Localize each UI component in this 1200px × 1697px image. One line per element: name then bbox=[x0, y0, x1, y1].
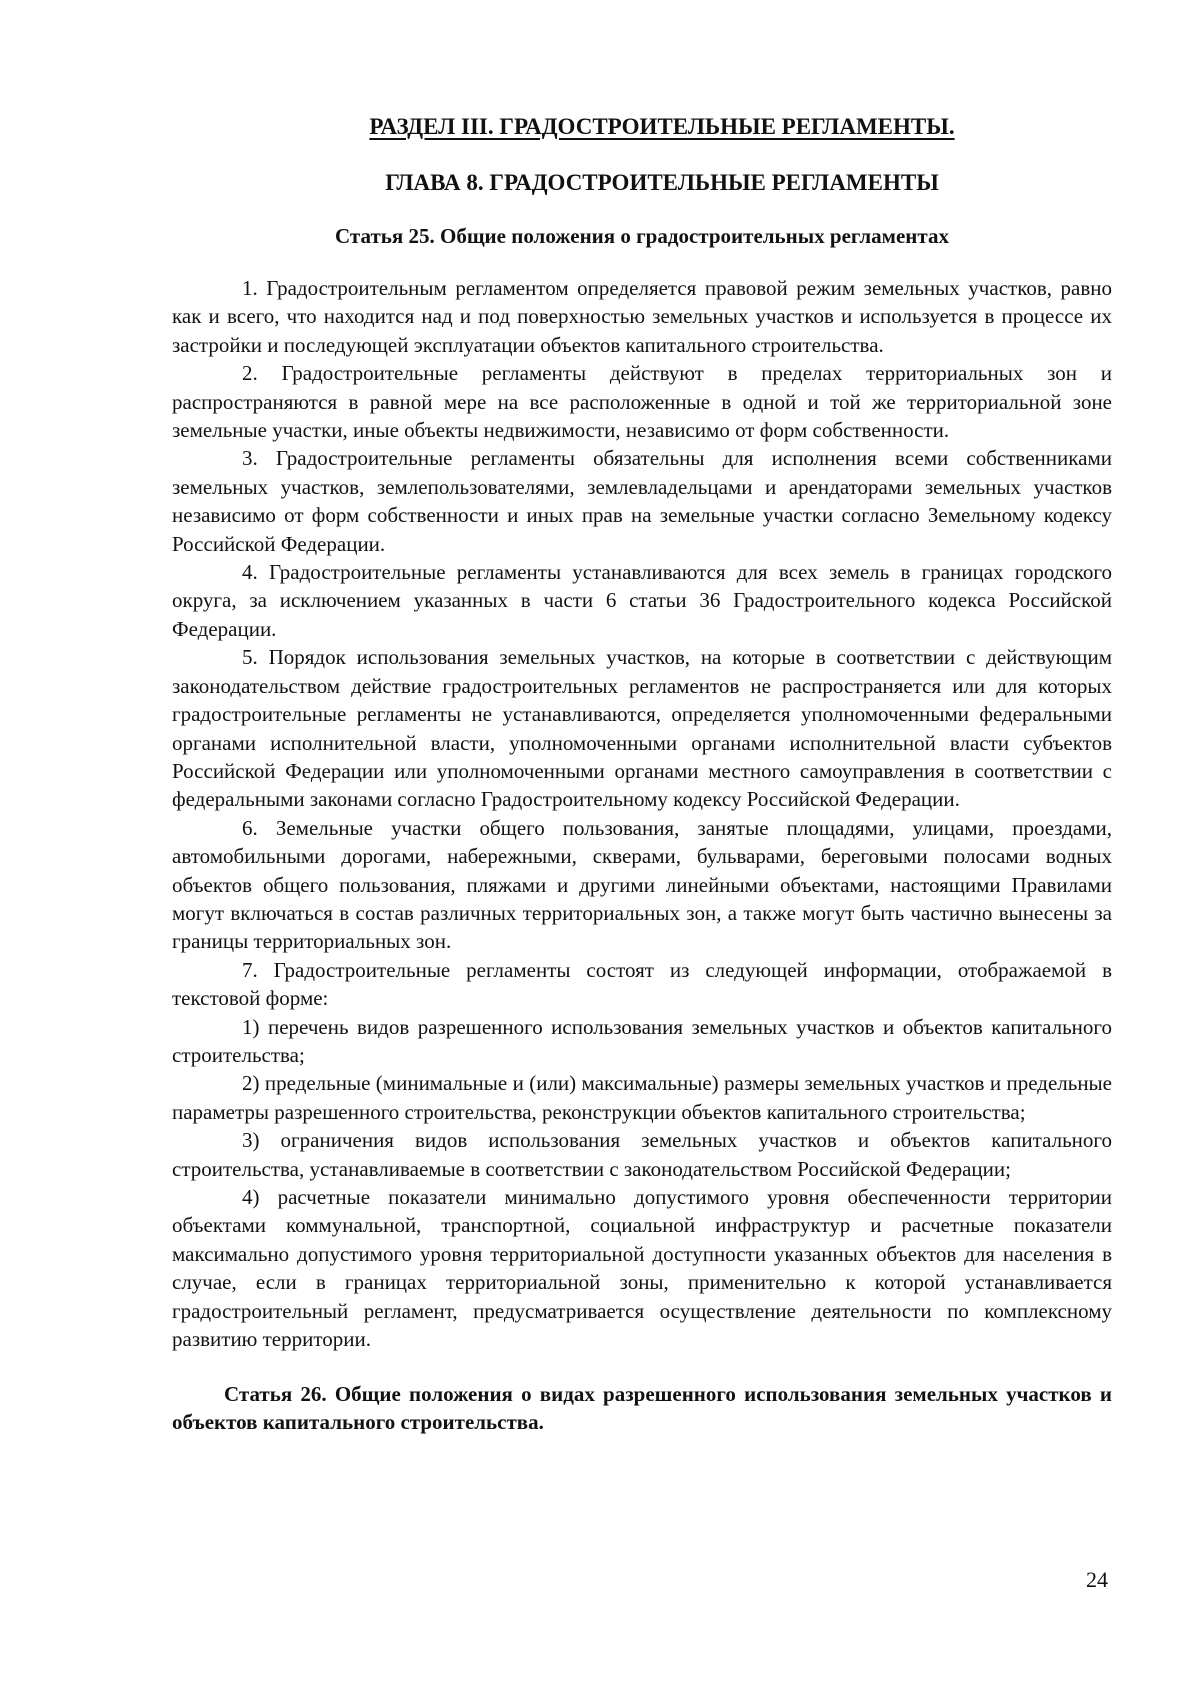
paragraph-5: 5. Порядок использования земельных участков, на которые в соответствии с действующим законодательством действие градостроительных регламентов не распространяется или для которых градостроительные регламенты не устанавливаются, определяется уполномоченными федеральными органами исполнительной власти, уполномоченными органами исполнительной власти субъектов Российской Федерации или уполномоченными органами местного самоуправления в соответствии с федеральными законами согласно Градостроительному кодексу Российской Федерации. bbox=[172, 645, 1112, 812]
list-item-3: 3) ограничения видов использования земельных участков и объектов капитального строительства, устанавливаемые в соответствии с законодательством Российской Федерации; bbox=[172, 1128, 1112, 1181]
paragraph-6: 6. Земельные участки общего пользования, занятые площадями, улицами, проездами, автомобильными дорогами, набережными, скверами, бульварами, береговыми полосами водных объектов общего пользования, пляжами и другими линейными объектами, настоящими Правилами могут включаться в состав различных территориальных зон, а также могут быть частично вынесены за границы территориальных зон. bbox=[172, 815, 1112, 954]
paragraph-7: 7. Градостроительные регламенты состоят из следующей информации, отображаемой в текстовой форме: bbox=[172, 957, 1112, 1011]
article-26-title: Статья 26. Общие положения о видах разрешенного использования земельных участков и объектов капитального строительства. bbox=[172, 1382, 1112, 1435]
article-25-title: Статья 25. Общие положения о градостроительных регламентах bbox=[335, 224, 949, 248]
article-25-body bbox=[172, 274, 1112, 1353]
section-title: РАЗДЕЛ III. ГРАДОСТРОИТЕЛЬНЫЕ РЕГЛАМЕНТЫ. bbox=[369, 114, 955, 139]
paragraph-1: 1. Градостроительным регламентом определяется правовой режим земельных участков, равно как и всего, что находится над и под поверхностью земельных участков и используется в процессе их застройки и последующей эксплуатации объектов капитального строительства. bbox=[172, 276, 1112, 357]
paragraph-3: 3. Градостроительные регламенты обязательны для исполнения всеми собственниками земельных участков, землепользователями, землевладельцами и арендаторами земельных участков независимо от форм собственности и иных прав на земельные участки согласно Земельному кодексу Российской Федерации. bbox=[172, 446, 1112, 556]
list-item-4: 4) расчетные показатели минимально допустимого уровня обеспеченности территории объектами коммунальной, транспортной, социальной инфраструктур и расчетные показатели максимально допустимого уровня территориальной доступности указанных объектов для населения в случае, если в границах территориальной зоны, применительно к которой устанавливается градостроительный регламент, предусматривается осуществление деятельности по комплексному развитию территории. bbox=[172, 1185, 1112, 1352]
chapter-title: ГЛАВА 8. ГРАДОСТРОИТЕЛЬНЫЕ РЕГЛАМЕНТЫ bbox=[385, 170, 939, 195]
paragraph-2: 2. Градостроительные регламенты действуют в пределах территориальных зон и распространяются в равной мере на все расположенные в одной и той же территориальной зоне земельные участки, иные объекты недвижимости, независимо от форм собственности. bbox=[172, 361, 1112, 443]
list-item-2: 2) предельные (минимальные и (или) максимальные) размеры земельных участков и предельные параметры разрешенного строительства, реконструкции объектов капитального строительства; bbox=[172, 1071, 1112, 1124]
list-item-1: 1) перечень видов разрешенного использования земельных участков и объектов капитального строительства; bbox=[172, 1014, 1112, 1067]
paragraph-4: 4. Градостроительные регламенты устанавливаются для всех земель в границах городского округа, за исключением указанных в части 6 статьи 36 Градостроительного кодекса Российской Федерации. bbox=[172, 560, 1112, 641]
page-content bbox=[172, 112, 1112, 1436]
page-number: 24 bbox=[1086, 1567, 1108, 1592]
